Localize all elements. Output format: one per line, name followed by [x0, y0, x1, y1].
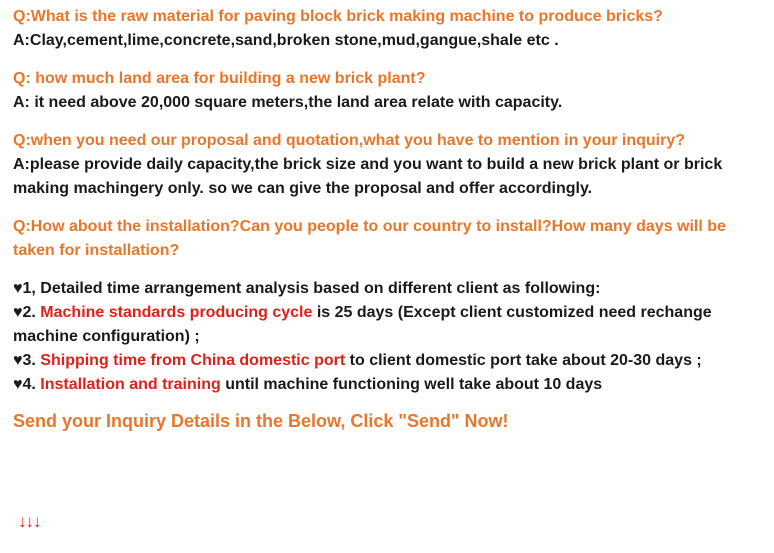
faq-answer: A:Clay,cement,lime,concrete,sand,broken stone,mud,gangue,shale etc .	[13, 32, 559, 49]
timeline-text: Detailed time arrangement analysis based on different client as following:	[35, 280, 601, 297]
faq-item-land-area	[13, 67, 763, 115]
timeline-text: to client domestic port take about 20-30 days ;	[345, 352, 702, 369]
timeline-text: is 25 days (Except client customized need rechange machine configuration) ;	[13, 304, 712, 345]
timeline-item	[13, 349, 763, 373]
faq-question: Q:when you need our proposal and quotation,what you have to mention in your inquiry?	[13, 132, 686, 149]
faq-item-raw-material	[13, 5, 763, 53]
heart-icon: ♥4.	[13, 376, 36, 393]
heart-icon: ♥2.	[13, 304, 36, 321]
faq-question: Q: how much land area for building a new brick plant?	[13, 70, 426, 87]
inquiry-call-to-action: Send your Inquiry Details in the Below, Click "Send" Now!	[13, 411, 509, 431]
down-arrows-icon: ↓↓↓	[18, 512, 41, 531]
heart-icon: ♥1,	[13, 280, 36, 297]
faq-answer: A: it need above 20,000 square meters,the land area relate with capacity.	[13, 94, 563, 111]
timeline-highlight: Shipping time from China domestic port	[40, 352, 346, 369]
timeline-item	[13, 373, 763, 397]
timeline-highlight: Installation and training	[40, 376, 221, 393]
faq-item-proposal	[13, 129, 763, 201]
timeline-item	[13, 301, 763, 349]
faq-page	[13, 5, 763, 451]
timeline-list	[13, 277, 763, 397]
timeline-text: until machine functioning well take about 10 days	[220, 376, 603, 393]
timeline-item	[13, 277, 763, 301]
faq-question: Q:What is the raw material for paving block brick making machine to produce bricks?	[13, 8, 663, 25]
faq-answer: A:please provide daily capacity,the brick size and you want to build a new brick plant or brick making machingery only. so we can give the proposal and offer accordingly.	[13, 156, 723, 197]
heart-icon: ♥3.	[13, 352, 36, 369]
faq-question: Q:How about the installation?Can you people to our country to install?How many days will be taken for installation?	[13, 218, 726, 259]
timeline-highlight: Machine standards producing cycle	[40, 304, 313, 321]
faq-item-installation	[13, 215, 763, 263]
